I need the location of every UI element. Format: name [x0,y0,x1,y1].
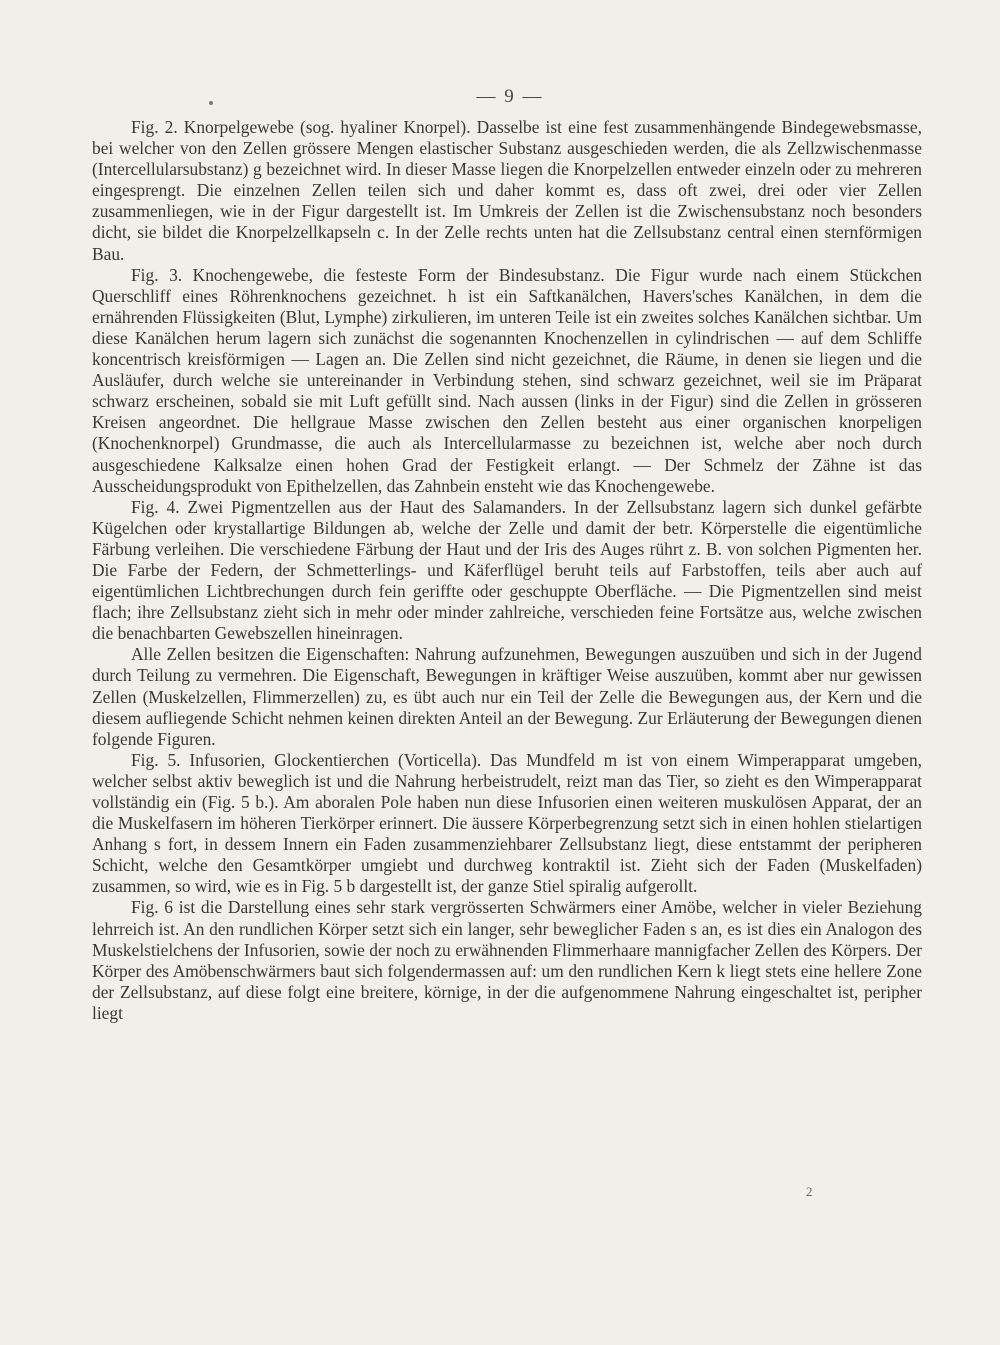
body-text [92,117,922,1024]
paragraph-cell-properties: Alle Zellen besitzen die Eigenschaften: Nahrung aufzunehmen, Bewegungen auszuüben und sich in der Jugend durch Teilung zu vermehren. Die Eigenschaft, Bewegungen in kräftiger Weise auszuüben, kommt aber nur gewissen Zellen (Muskelzellen, Flimmerzellen) zu, es übt auch nur ein Teil der Zelle die Bewegungen aus, der Kern und die diesem aufliegende Schicht nehmen keinen direkten Anteil an der Bewegung. Zur Erläuterung der Bewegungen dienen folgende Figuren. [92,644,922,749]
paragraph-fig-2: Fig. 2. Knorpelgewebe (sog. hyaliner Knorpel). Dasselbe ist eine fest zusammenhängende Bindegewebsmasse, bei welcher von den Zellen grössere Mengen elastischer Substanz ausgeschieden werden, die als Zellzwischenmasse (Intercellularsubstanz) g bezeichnet wird. In dieser Masse liegen die Knorpelzellen entweder einzeln oder zu mehreren eingesprengt. Die einzelnen Zellen teilen sich und daher kommt es, dass oft zwei, drei oder vier Zellen zusammenliegen, wie in der Figur dargestellt ist. Im Umkreis der Zellen ist die Zwischensubstanz noch besonders dicht, sie bildet die Knorpelzellkapseln c. In der Zelle rechts unten hat die Zellsubstanz central einen sternförmigen Bau. [92,117,922,264]
signature-mark: 2 [806,1184,813,1199]
paragraph-fig-5: Fig. 5. Infusorien, Glockentierchen (Vorticella). Das Mundfeld m ist von einem Wimperapparat umgeben, welcher selbst aktiv beweglich ist und die Nahrung herbeistrudelt, reizt man das Tier, so zieht es den Wimperapparat vollständig ein (Fig. 5 b.). Am aboralen Pole haben nun diese Infusorien einen weiteren muskulösen Apparat, der an die Muskelfasern im höheren Tierkörper erinnert. Die äussere Körperbegrenzung setzt sich in einen hohlen stielartigen Anhang s fort, in dessem Innern ein Faden zusammenziehbarer Zellsubstanz liegt, diese entstammt der peripheren Schicht, welche den Gesamtkörper umgiebt und durchweg kontraktil ist. Zieht sich der Faden (Muskelfaden) zusammen, so wird, wie es in Fig. 5 b dargestellt ist, der ganze Stiel spiralig aufgerollt. [92,749,922,897]
ink-dot [209,101,213,105]
paragraph-fig-3: Fig. 3. Knochengewebe, die festeste Form der Bindesubstanz. Die Figur wurde nach einem Stückchen Querschliff eines Röhrenknochens gezeichnet. h ist ein Saftkanälchen, Havers'sches Kanälchen, in dem die ernährenden Flüssigkeiten (Blut, Lymphe) zirkulieren, im unteren Teile ist ein zweites solches Kanälchen sichtbar. Um diese Kanälchen herum lagern sich zunächst die sogenannten Knochenzellen in cylindrischen — auf dem Schliffe koncentrisch kreisförmigen — Lagen an. Die Zellen sind nicht gezeichnet, die Räume, in denen sie liegen und die Ausläufer, durch welche sie untereinander in Verbindung stehen, sind schwarz gezeichnet, weil sie im Präparat schwarz erscheinen, sobald sie mit Luft gefüllt sind. Nach aussen (links in der Figur) sind die Zellen in grösseren Kreisen angeordnet. Die hellgraue Masse zwischen den Zellen besteht aus einer organischen knorpeligen (Knochenknorpel) Grundmasse, die auch als Intercellularmasse zu bezeichnen ist, welche aber noch durch ausgeschiedene Kalksalze einen hohen Grad der Festigkeit erlangt. — Der Schmelz der Zähne ist das Ausscheidungsprodukt von Epithelzellen, das Zahnbein ensteht wie das Knochengewebe. [92,264,922,496]
paragraph-fig-6: Fig. 6 ist die Darstellung eines sehr stark vergrösserten Schwärmers einer Amöbe, welcher in vieler Beziehung lehrreich ist. An den rundlichen Körper setzt sich ein langer, sehr beweglicher Faden s an, es ist dies ein Analogon des Muskelstielchens der Infusorien, sowie der noch zu erwähnenden Flimmerhaare mannigfacher Zellen des Körpers. Der Körper des Amöbenschwärmers baut sich folgendermassen auf: um den rundlichen Kern k liegt stets eine hellere Zone der Zellsubstanz, auf diese folgt eine breitere, körnige, in der die aufgenommene Nahrung eingeschaltet ist, peripher liegt [92,897,922,1023]
paragraph-fig-4: Fig. 4. Zwei Pigmentzellen aus der Haut des Salamanders. In der Zellsubstanz lagern sich dunkel gefärbte Kügelchen oder krystallartige Bildungen ab, welche der Zelle und damit der betr. Körperstelle die eigentümliche Färbung verleihen. Die verschiedene Färbung der Haut und der Iris des Auges rührt z. B. von solchen Pigmenten her. Die Farbe der Federn, der Schmetterlings- und Käferflügel beruht teils auf Farbstoffen, teils aber auch auf eigentümlichen Lichtbrechungen durch fein geriffte oder geschuppte Oberfläche. — Die Pigmentzellen sind meist flach; ihre Zellsubstanz zieht sich in mehr oder minder zahlreiche, verschieden feine Fortsätze aus, welche zwischen die benachbarten Gewebszellen hineinragen. [92,496,922,644]
page-number: — 9 — [476,86,544,107]
